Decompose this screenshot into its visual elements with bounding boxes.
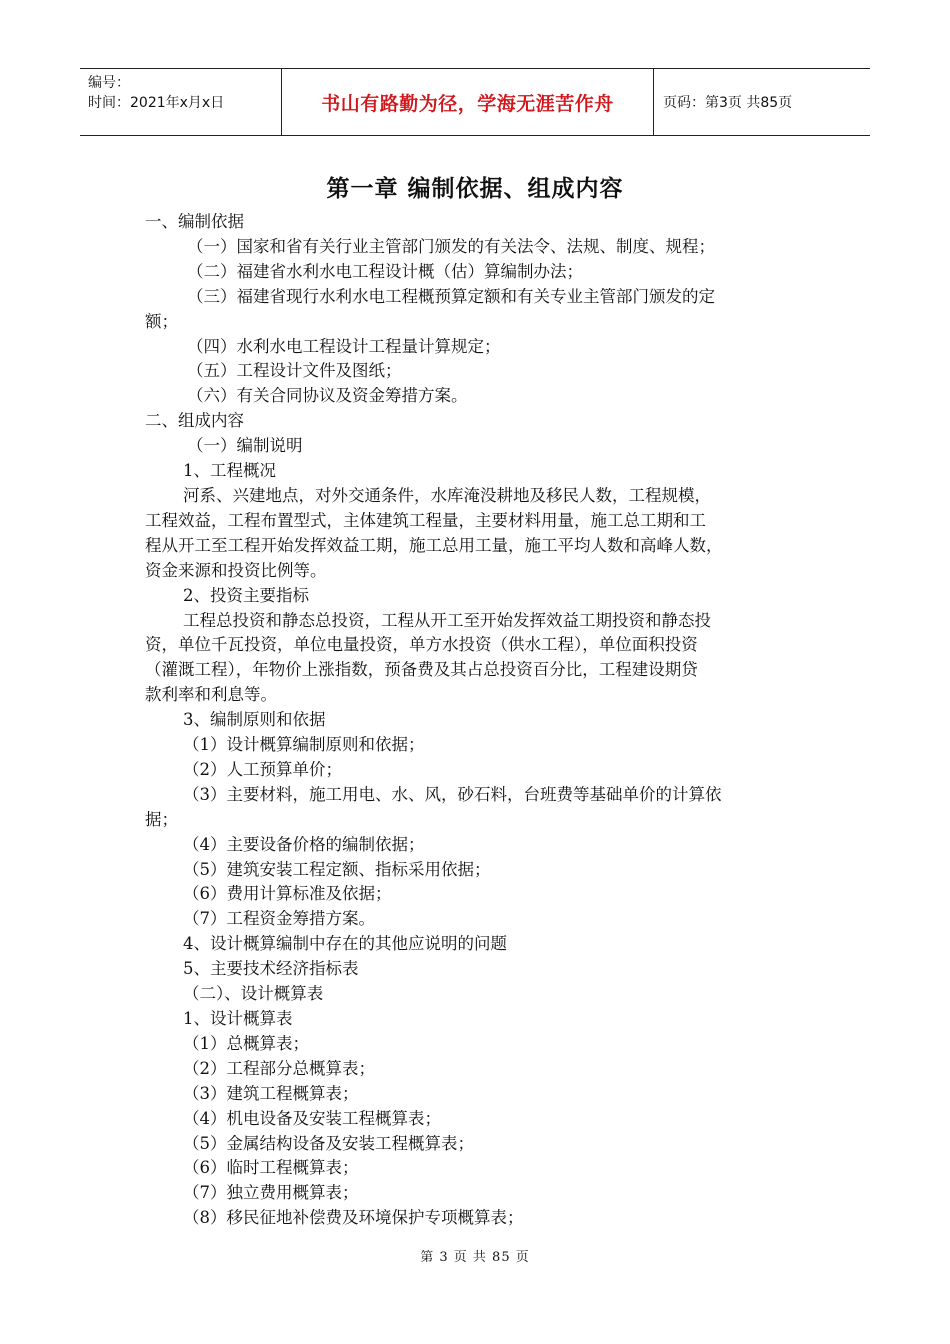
- body-line: （二）福建省水利水电工程设计概（估）算编制办法；: [187, 261, 583, 281]
- body-line: 5、主要技术经济指标表: [183, 959, 359, 979]
- body-line: （一）国家和省有关行业主管部门颁发的有关法令、法规、制度、规程；: [187, 236, 715, 256]
- body-line: 1、工程概况: [183, 461, 276, 481]
- document-time-label: 时间：2021年x月x日: [88, 95, 225, 111]
- body-line: （4）主要设备价格的编制依据；: [183, 834, 425, 854]
- body-line: 工程效益，工程布置型式，主体建筑工程量，主要材料用量，施工总工期和工: [145, 510, 706, 530]
- body-line: （三）福建省现行水利水电工程概预算定额和有关专业主管部门颁发的定: [187, 286, 715, 306]
- body-line: （7）独立费用概算表；: [183, 1183, 359, 1203]
- body-line: （6）临时工程概算表；: [183, 1158, 359, 1178]
- body-line: （3）建筑工程概算表；: [183, 1083, 359, 1103]
- body-line: （8）移民征地补偿费及环境保护专项概算表；: [183, 1208, 524, 1228]
- header-motto: 书山有路勤为径，学海无涯苦作舟: [282, 69, 654, 135]
- body-line: 工程总投资和静态总投资，工程从开工至开始发挥效益工期投资和静态投: [183, 610, 711, 630]
- document-body: [145, 210, 813, 1231]
- body-line: （灌溉工程），年物价上涨指数，预备费及其占总投资百分比，工程建设期贷: [145, 660, 698, 680]
- body-line: 河系、兴建地点，对外交通条件，水库淹没耕地及移民人数，工程规模，: [183, 485, 711, 505]
- chapter-title: 第一章 编制依据、组成内容: [326, 176, 624, 202]
- header-meta: [80, 69, 282, 135]
- body-line: 1、设计概算表: [183, 1009, 293, 1028]
- body-line: 2、投资主要指标: [183, 585, 309, 605]
- body-line: （六）有关合同协议及资金筹措方案。: [187, 386, 468, 406]
- page-footer: 第 3 页 共 85 页: [420, 1250, 530, 1265]
- document-number-label: 编号：: [88, 75, 130, 91]
- body-line: （5）建筑安装工程定额、指标采用依据；: [183, 859, 491, 879]
- body-line: 资金来源和投资比例等。: [145, 560, 327, 580]
- body-line: （4）机电设备及安装工程概算表；: [183, 1108, 441, 1128]
- body-line: 资，单位千瓦投资，单位电量投资，单方水投资（供水工程），单位面积投资: [145, 635, 698, 655]
- body-line: 程从开工至工程开始发挥效益工期，施工总用工量，施工平均人数和高峰人数，: [145, 535, 723, 555]
- body-line: 一、编制依据: [145, 212, 244, 231]
- body-line: （3）主要材料，施工用电、水、风，砂石料，台班费等基础单价的计算依: [183, 784, 722, 804]
- body-line: 二、组成内容: [145, 411, 244, 431]
- body-line: （2）工程部分总概算表；: [183, 1058, 375, 1078]
- body-line: （7）工程资金筹措方案。: [183, 909, 375, 929]
- body-line: 额；: [145, 311, 178, 331]
- header-page-info: 页码：第3页 共85页: [663, 95, 793, 111]
- body-line: （1）总概算表；: [183, 1033, 309, 1053]
- body-line: 4、设计概算编制中存在的其他应说明的问题: [183, 934, 507, 954]
- body-line: （五）工程设计文件及图纸；: [187, 361, 402, 381]
- page-header: [80, 68, 870, 136]
- body-line: （2）人工预算单价；: [183, 759, 342, 779]
- body-line: （5）金属结构设备及安装工程概算表；: [183, 1133, 474, 1153]
- body-line: （6）费用计算标准及依据；: [183, 884, 392, 904]
- body-line: （二）、设计概算表: [183, 984, 324, 1004]
- body-line: 款利率和利息等。: [145, 685, 277, 705]
- body-line: 据；: [145, 809, 178, 829]
- body-line: （四）水利水电工程设计工程量计算规定；: [187, 336, 501, 356]
- body-line: （一）编制说明: [187, 436, 303, 456]
- body-line: 3、编制原则和依据: [183, 710, 326, 730]
- body-line: （1）设计概算编制原则和依据；: [183, 735, 425, 755]
